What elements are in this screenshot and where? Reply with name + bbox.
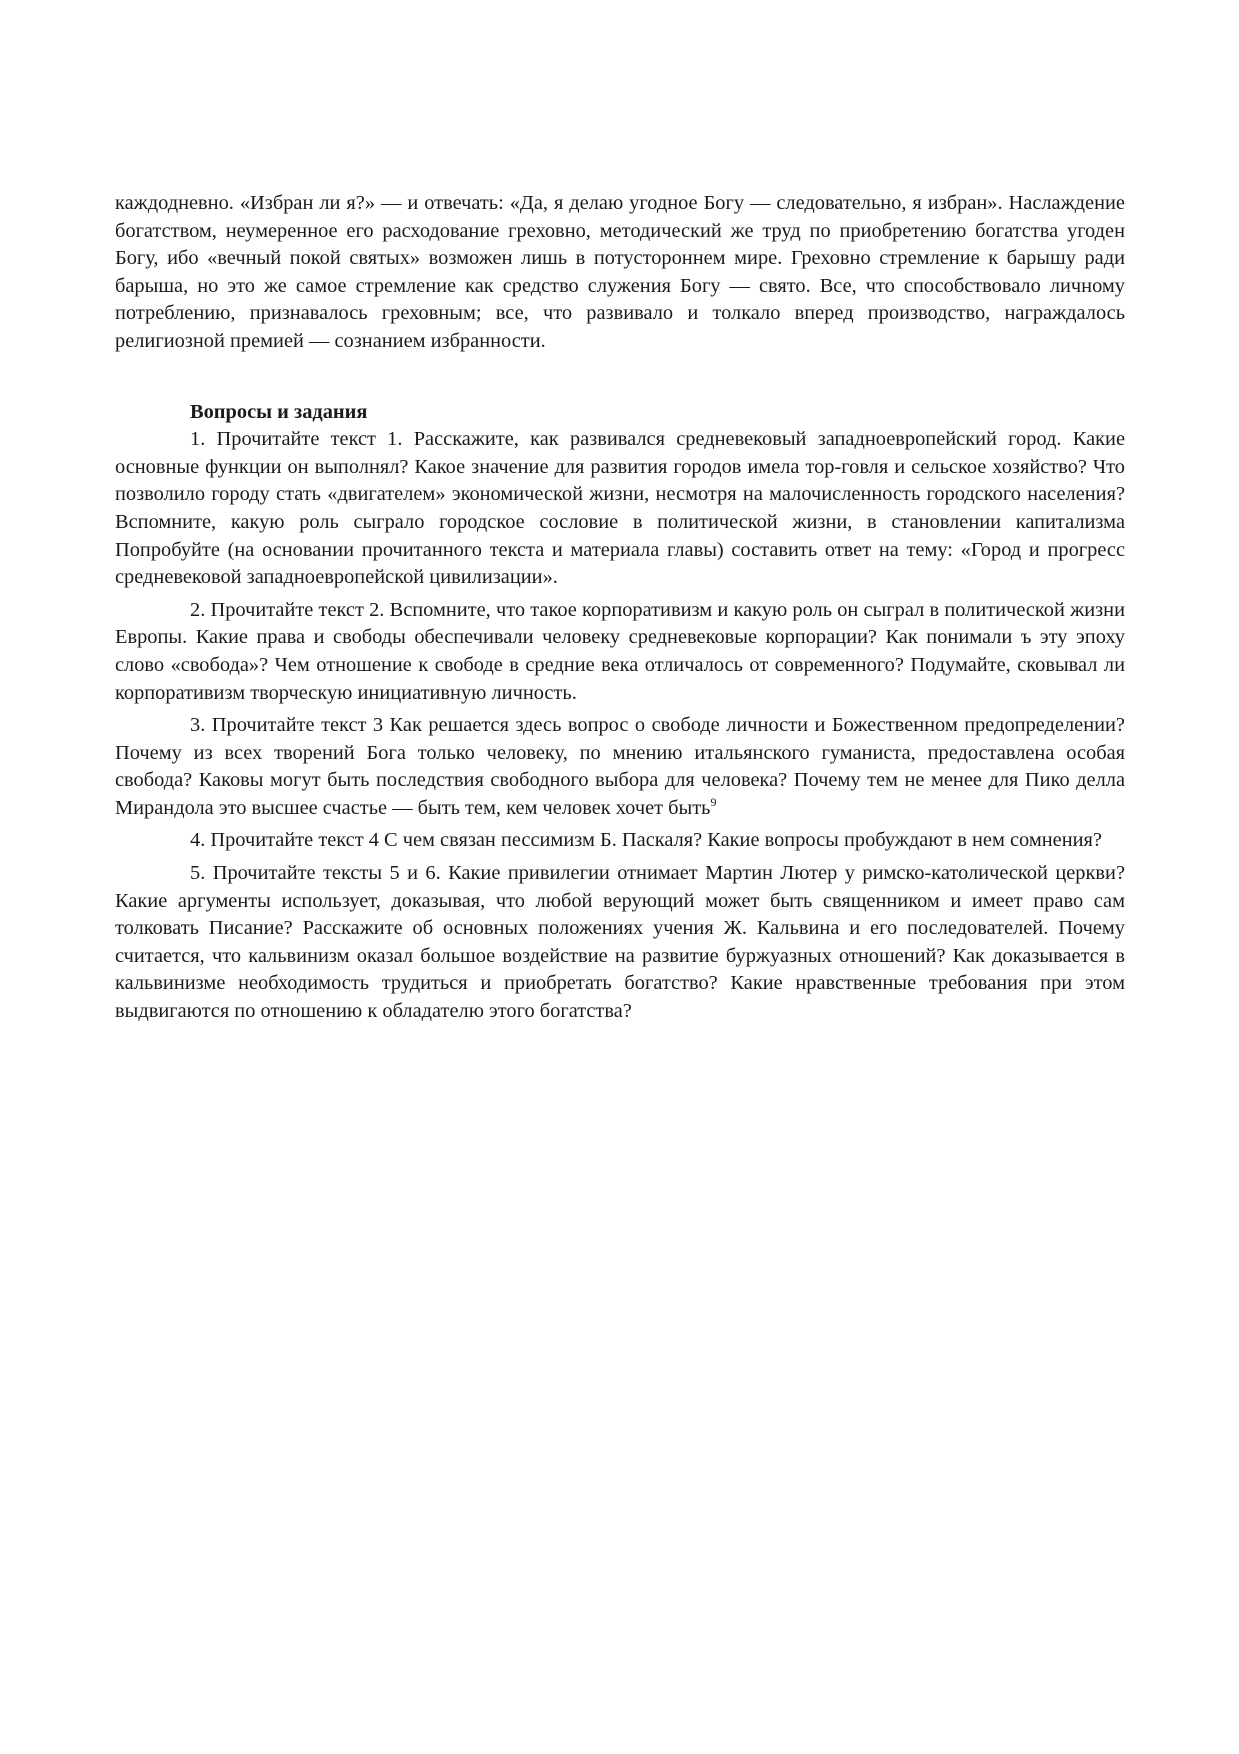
- question-3-text: 3. Прочитайте текст 3 Как решается здесь вопрос о свободе личности и Божественном предопределении? Почему из всех творений Бога только человеку, по мнению итальянского гуманиста, предоставлена особая свобода? Каковы могут быть последствия свободного выбора для человека? Почему тем не менее для Пико делла Мирандола это высшее счастье — быть тем, кем человек хочет быть: [115, 714, 1125, 819]
- intro-paragraph: каждодневно. «Избран ли я?» — и отвечать: «Да, я делаю угодное Богу — следовательно, я избран». Наслаждение богатством, неумеренное его расходование греховно, методический же труд по приобретению богатства угоден Богу, ибо «вечный покой святых» возможен лишь в потустороннем мире. Греховно стремление к барышу ради барыша, но это же самое стремление как средство служения Богу — свято. Все, что способствовало личному потреблению, признавалось греховным; все, что развивало и толкало вперед производство, награждалось религиозной премией — сознанием избранности.: [115, 192, 1125, 352]
- question-5: 5. Прочитайте тексты 5 и 6. Какие привилегии отнимает Мартин Лютер у римско-католической церкви? Какие аргументы использует, доказывая, что любой верующий может быть священником и имеет право сам толковать Писание? Расскажите об основных положениях учения Ж. Кальвина и его последователей. Почему считается, что кальвинизм оказал большое воздействие на развитие буржуазных отношений? Как доказывается в кальвинизме необходимость трудиться и приобретать богатство? Какие нравственные требования при этом выдвигаются по отношению к обладателю этого богатства?: [115, 862, 1125, 1023]
- question-2: 2. Прочитайте текст 2. Вспомните, что такое корпоративизм и какую роль он сыграл в политической жизни Европы. Какие права и свободы обеспечивали человеку средневековые корпорации? Как понимали ъ эту эпоху слово «свобода»? Чем отношение к свободе в средние века отличалось от современного? Подумайте, сковывал ли корпоративизм творческую инициативную личность.: [115, 598, 1125, 704]
- footnote-marker[interactable]: 9: [710, 795, 717, 810]
- question-1: 1. Прочитайте текст 1. Расскажите, как развивался средневековый западноевропейский город. Какие основные функции он выполнял? Какое значение для развития городов имела тор-говля и сельское хозяйство? Что позволило городу стать «двигателем» экономической жизни, несмотря на малочисленность городского населения? Вспомните, какую роль сыграло городское сословие в политической жизни, в становлении капитализма Попробуйте (на основании прочитанного текста и материала главы) составить ответ на тему: «Город и прогресс средневековой западноевропейской цивилизации».: [115, 428, 1125, 589]
- question-4: 4. Прочитайте текст 4 С чем связан пессимизм Б. Паскаля? Какие вопросы пробуждают в нем сомнения?: [190, 829, 1102, 852]
- question-3: [115, 712, 1125, 822]
- document-body: [115, 190, 1125, 1026]
- section-heading: Вопросы и задания: [190, 400, 368, 423]
